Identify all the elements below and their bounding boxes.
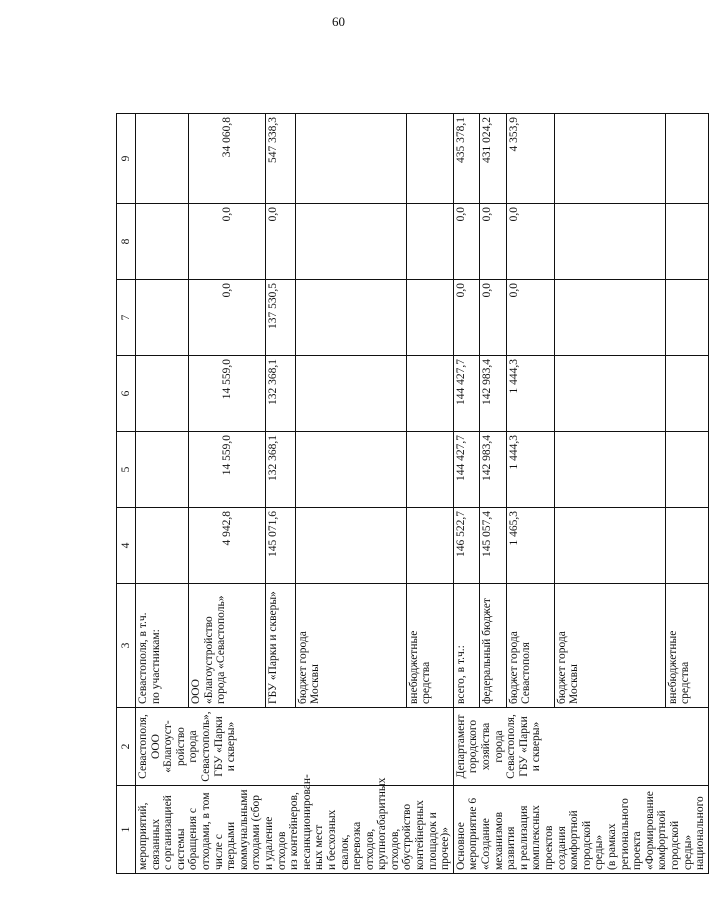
text-line: регионального <box>618 798 631 870</box>
text-line: несанкционирован- <box>300 774 313 870</box>
text-line: средства <box>679 661 692 704</box>
text-line: Севастополя <box>520 642 533 704</box>
text-line: городской среды» <box>668 820 694 870</box>
text-line: Департамент <box>454 714 467 779</box>
text-line: и бесхозных свалок, <box>325 809 351 870</box>
value-cell <box>136 508 189 584</box>
value-cell: 547 338,3 <box>266 114 295 204</box>
value-cell: 0,0 <box>189 280 266 356</box>
text-line: внебюджетные <box>666 630 679 704</box>
value-cell <box>665 114 708 204</box>
value-cell <box>554 432 665 508</box>
value-cell <box>295 280 406 356</box>
text-line: ройство города <box>174 727 200 766</box>
text-line: площадок и прочее)» <box>426 812 452 870</box>
table-row <box>136 114 189 874</box>
value-cell <box>406 114 453 204</box>
value-cell: 14 559,0 <box>189 432 266 508</box>
rotated-table-wrapper <box>116 114 707 874</box>
text-line: коммунальными <box>237 789 250 870</box>
source-cell <box>189 584 266 708</box>
text-line: бюджет города <box>507 631 520 704</box>
text-line: проекта <box>631 831 644 870</box>
value-cell: 34 060,8 <box>189 114 266 204</box>
text-line: с организацией <box>162 795 175 870</box>
responsible-cell <box>453 708 708 786</box>
text-line: Основное <box>454 822 467 870</box>
value-cell: 137 530,5 <box>266 280 295 356</box>
activity-name-cell <box>136 774 454 874</box>
value-cell: 0,0 <box>453 280 479 356</box>
text-line: ГБУ «Парки <box>212 716 225 777</box>
page-number: 60 <box>332 14 345 29</box>
value-cell: 0,0 <box>506 204 554 280</box>
text-line: средства <box>420 661 433 704</box>
value-cell <box>406 356 453 432</box>
text-line: ных мест <box>313 824 326 870</box>
value-cell: 145 071,6 <box>266 508 295 584</box>
value-cell: 0,0 <box>480 204 506 280</box>
text-line: отходами (сбор <box>250 794 263 870</box>
value-cell: 142 983,4 <box>480 432 506 508</box>
value-cell <box>295 508 406 584</box>
value-cell <box>665 204 708 280</box>
text-line: перевозка отходов, <box>351 821 376 870</box>
value-cell <box>554 204 665 280</box>
text-line: «Благоустройство <box>202 616 215 704</box>
value-cell <box>136 204 189 280</box>
source-cell <box>554 584 665 708</box>
value-cell: 0,0 <box>453 204 479 280</box>
text-line: всего, в т.ч.: <box>454 645 467 704</box>
header-cell: 8 <box>117 204 136 280</box>
text-line: внебюджетные <box>407 630 420 704</box>
header-cell: 6 <box>117 356 136 432</box>
text-line: Севастополя, <box>505 714 518 779</box>
source-cell <box>665 584 708 708</box>
value-cell <box>665 508 708 584</box>
value-cell <box>554 356 665 432</box>
source-cell <box>295 584 406 708</box>
text-line: отходов, <box>388 828 401 870</box>
value-cell <box>665 432 708 508</box>
text-line: контейнерных <box>414 800 427 870</box>
value-cell <box>136 356 189 432</box>
text-line: из контейнеров, <box>288 792 301 870</box>
value-cell <box>665 280 708 356</box>
value-cell: 0,0 <box>189 204 266 280</box>
header-cell: 7 <box>117 280 136 356</box>
text-line: Севастополя, в т.ч. <box>137 612 149 704</box>
value-cell: 144 427,7 <box>453 356 479 432</box>
text-line: и удаление отходов <box>262 816 288 870</box>
activity-name-cell <box>453 786 708 874</box>
value-cell: 1 444,3 <box>506 432 554 508</box>
header-cell: 4 <box>117 508 136 584</box>
text-line: хозяйства города <box>480 722 505 771</box>
text-line: Москвы <box>309 664 322 704</box>
value-cell: 142 983,4 <box>480 356 506 432</box>
source-cell <box>136 584 189 708</box>
source-cell <box>453 584 479 708</box>
value-cell: 0,0 <box>506 280 554 356</box>
value-cell: 435 378,1 <box>453 114 479 204</box>
value-cell: 4 353,9 <box>506 114 554 204</box>
value-cell: 4 942,8 <box>189 508 266 584</box>
text-line: комфортной <box>568 810 581 870</box>
text-line: Севастополь», <box>199 711 212 782</box>
text-line: системы обращения с <box>174 808 200 870</box>
text-line: ООО «Благоуст- <box>149 720 175 773</box>
text-line: города «Севастополь» <box>215 595 228 704</box>
text-line: крупногабаритных <box>376 777 389 870</box>
text-line: мероприятие 6 <box>467 797 480 870</box>
value-cell <box>406 204 453 280</box>
text-line: и скверы» <box>530 721 543 772</box>
text-line: комфортной <box>656 810 669 870</box>
value-cell <box>136 432 189 508</box>
text-line: «Формирование <box>643 791 656 870</box>
source-cell <box>406 584 453 708</box>
header-cell: 9 <box>117 114 136 204</box>
text-line: федеральный бюджет <box>481 598 494 704</box>
text-line: ООО <box>190 679 203 704</box>
text-line: (в рамках <box>605 823 618 870</box>
value-cell <box>665 356 708 432</box>
value-cell <box>295 204 406 280</box>
text-line: проектов создания <box>543 825 568 870</box>
text-line: комплексных <box>530 805 543 870</box>
value-cell <box>406 508 453 584</box>
table-row <box>453 114 479 874</box>
value-cell <box>136 114 189 204</box>
value-cell <box>554 114 665 204</box>
header-cell: 2 <box>117 708 136 786</box>
value-cell: 1 444,3 <box>506 356 554 432</box>
text-line: ГБУ «Парки и скверы» <box>267 591 280 704</box>
text-line: механизмов развития <box>492 811 518 870</box>
text-line: городского <box>467 719 480 774</box>
value-cell <box>295 356 406 432</box>
text-line: городской среды» <box>580 820 606 870</box>
value-cell <box>136 280 189 356</box>
source-cell <box>480 584 506 708</box>
source-cell <box>506 584 554 708</box>
header-cell: 5 <box>117 432 136 508</box>
value-cell: 145 057,4 <box>480 508 506 584</box>
text-line: по участникам: <box>149 629 162 704</box>
value-cell: 0,0 <box>480 280 506 356</box>
value-cell: 0,0 <box>266 204 295 280</box>
text-line: национального <box>694 796 707 870</box>
text-line: отходами, в том <box>199 792 212 870</box>
text-line: бюджет города <box>296 631 309 704</box>
text-line: мероприятий, <box>137 802 149 870</box>
value-cell: 132 368,1 <box>266 432 295 508</box>
header-cell: 1 <box>117 786 136 874</box>
source-cell <box>266 584 295 708</box>
header-row <box>117 114 136 874</box>
value-cell: 146 522,7 <box>453 508 479 584</box>
value-cell <box>295 432 406 508</box>
responsible-cell <box>136 708 454 786</box>
value-cell <box>554 508 665 584</box>
value-cell: 14 559,0 <box>189 356 266 432</box>
value-cell: 144 427,7 <box>453 432 479 508</box>
text-line: и скверы» <box>225 721 238 772</box>
text-line: ГБУ «Парки <box>517 716 530 777</box>
value-cell: 431 024,2 <box>480 114 506 204</box>
value-cell <box>406 280 453 356</box>
text-line: «Создание <box>480 818 493 870</box>
value-cell: 132 368,1 <box>266 356 295 432</box>
value-cell <box>295 114 406 204</box>
text-line: связанных <box>149 818 162 870</box>
budget-table <box>116 113 709 874</box>
text-line: и реализация <box>517 805 530 870</box>
value-cell: 1 465,3 <box>506 508 554 584</box>
value-cell <box>554 280 665 356</box>
text-line: Севастополя, <box>137 714 149 779</box>
text-line: числе с твердыми <box>212 821 238 870</box>
text-line: бюджет города <box>555 631 568 704</box>
text-line: обустройство <box>401 803 414 870</box>
text-line: Москвы <box>568 664 581 704</box>
value-cell <box>406 432 453 508</box>
header-cell: 3 <box>117 584 136 708</box>
